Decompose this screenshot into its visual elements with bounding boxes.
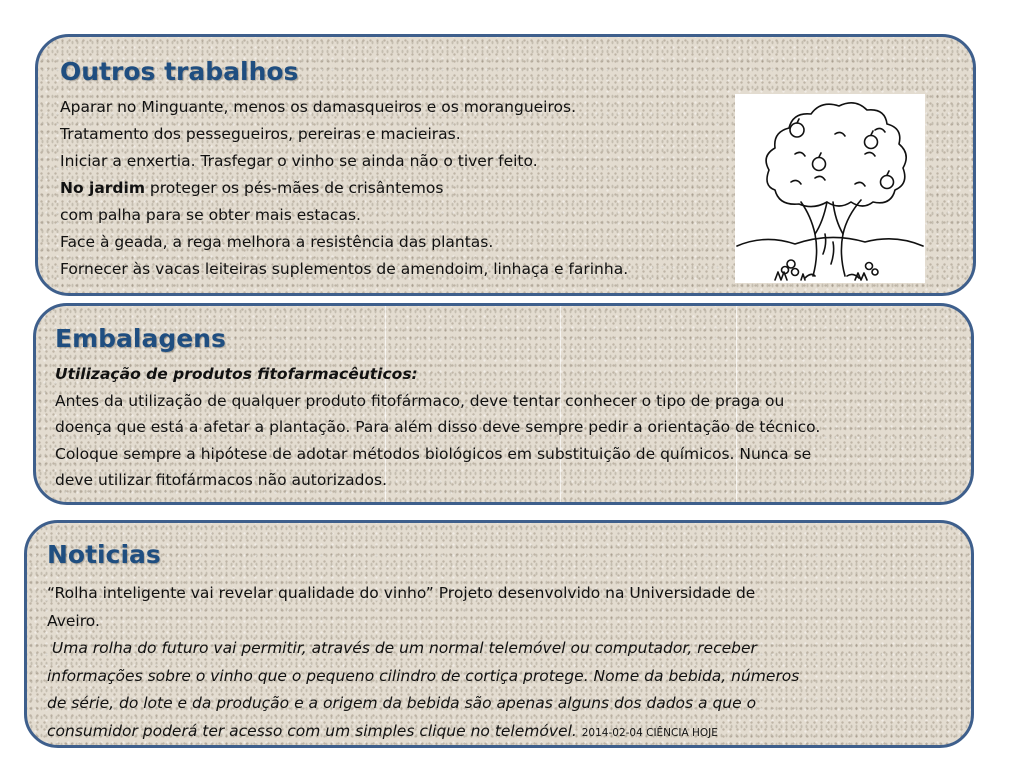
embalagens-subtitle: Utilização de produtos fitofarmacêuticos:	[55, 365, 418, 383]
apple-tree-illustration	[735, 94, 925, 283]
text-line: Antes da utilização de qualquer produto fitofármaco, deve tentar conhecer o tipo de praga ou	[55, 391, 785, 410]
text-line	[47, 718, 952, 748]
text-line: Fornecer às vacas leiteiras suplementos de amendoim, linhaça e farinha.	[60, 260, 629, 278]
jardim-bold-label: No jardim	[60, 179, 145, 197]
jardim-text: proteger os pés-mães de crisântemos	[145, 179, 444, 197]
text-line: Tratamento dos pessegueiros, pereiras e macieiras.	[60, 125, 461, 143]
text-line: informações sobre o vinho que o pequeno cilindro de cortiça protege. Nome da bebida, números	[47, 666, 800, 685]
apple-tree-icon	[735, 94, 925, 283]
text-line: deve utilizar fitofármacos não autorizados.	[55, 471, 388, 489]
noticias-panel	[24, 520, 974, 748]
text-line: Iniciar a enxertia. Trasfegar o vinho se ainda não o tiver feito.	[60, 152, 538, 170]
text-line: Uma rolha do futuro vai permitir, através de um normal telemóvel ou computador, receber	[47, 639, 757, 658]
outros-trabalhos-title: Outros trabalhos	[60, 57, 299, 86]
noticias-text	[47, 580, 952, 748]
outros-trabalhos-text	[60, 94, 628, 283]
text-line	[60, 175, 628, 202]
text-line: Coloque sempre a hipótese de adotar métodos biológicos em substituição de químicos. Nunca se	[55, 444, 812, 463]
text-line: Aparar no Minguante, menos os damasqueiros e os morangueiros.	[60, 98, 577, 116]
text-line: Face à geada, a rega melhora a resistência das plantas.	[60, 233, 494, 251]
text-line: “Rolha inteligente vai revelar qualidade do vinho” Projeto desenvolvido na Universidade de	[47, 584, 756, 602]
embalagens-title: Embalagens	[55, 324, 226, 353]
outros-trabalhos-panel	[35, 34, 976, 296]
text-line: Aveiro.	[47, 611, 100, 630]
noticias-last-line: consumidor poderá ter acesso com um simples clique no telemóvel.	[47, 721, 577, 740]
text-line: de série, do lote e da produção e a origem da bebida são apenas alguns dos dados a que o	[47, 694, 757, 713]
text-line: doença que está a afetar a plantação. Para além disso deve sempre pedir a orientação de técnico.	[55, 418, 821, 436]
news-source: 2014-02-04 CIÊNCIA HOJE	[581, 726, 718, 739]
embalagens-panel	[33, 303, 974, 505]
noticias-title: Noticias	[47, 540, 161, 569]
text-line: com palha para se obter mais estacas.	[60, 206, 361, 224]
embalagens-text	[55, 361, 960, 494]
